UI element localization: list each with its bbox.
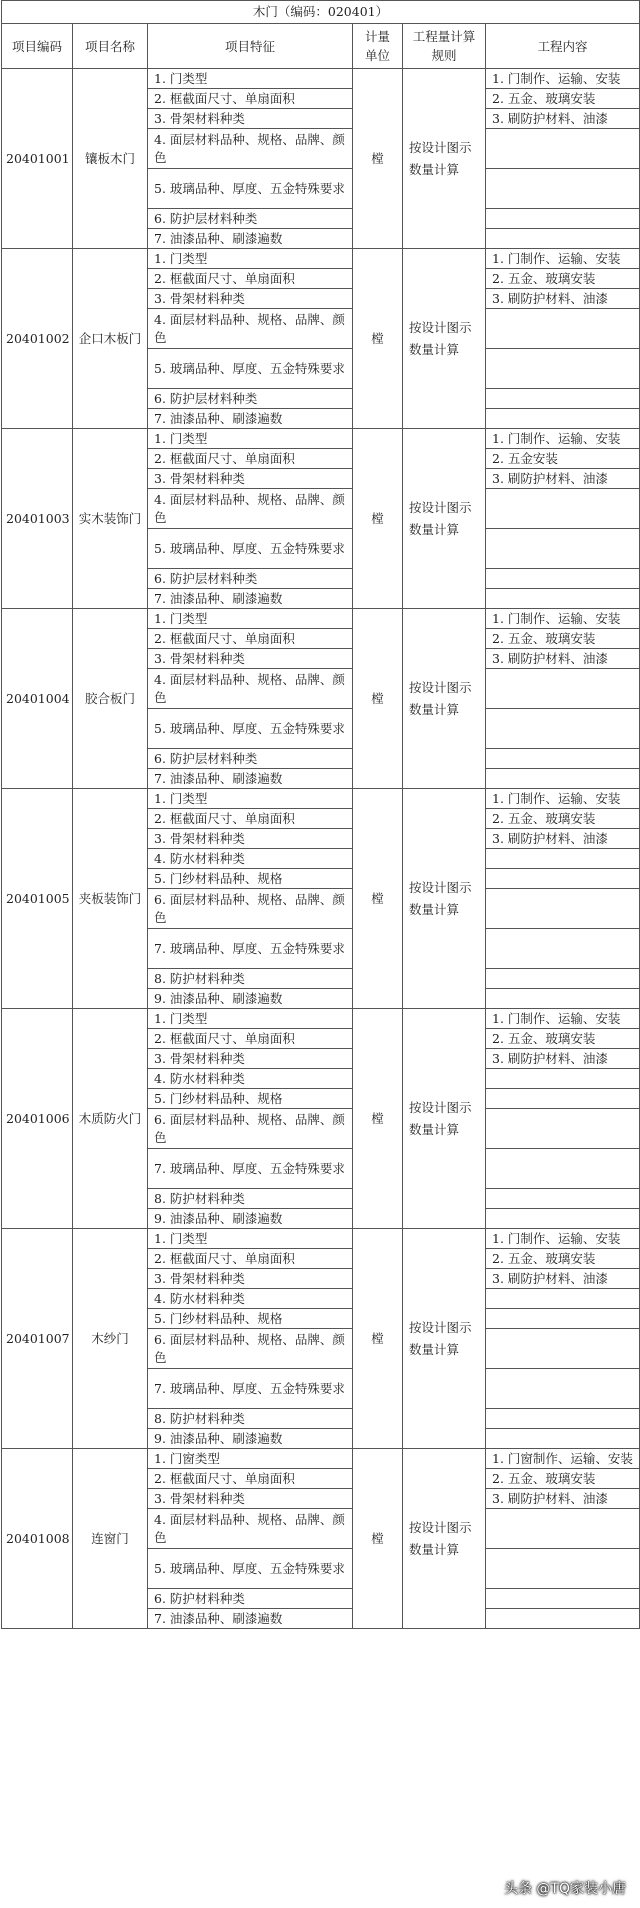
feature-item: 1. 门窗类型 — [148, 1449, 353, 1469]
work-item — [486, 1609, 640, 1629]
work-item: 3. 刷防护材料、油漆 — [486, 1269, 640, 1289]
feature-item: 2. 框截面尺寸、单扇面积 — [148, 449, 353, 469]
item-code: 20401006 — [2, 1009, 73, 1229]
feature-item: 1. 门类型 — [148, 609, 353, 629]
header-unit: 计量单位 — [353, 24, 403, 69]
work-item — [486, 1429, 640, 1449]
feature-item: 7. 油漆品种、刷漆遍数 — [148, 769, 353, 789]
feature-item: 3. 骨架材料种类 — [148, 829, 353, 849]
calc-rule: 按设计图示数量计算 — [403, 429, 486, 609]
calc-rule: 按设计图示数量计算 — [403, 69, 486, 249]
work-item: 1. 门制作、运输、安装 — [486, 1009, 640, 1029]
work-item: 2. 五金、玻璃安装 — [486, 1469, 640, 1489]
header-name: 项目名称 — [73, 24, 148, 69]
item-code: 20401008 — [2, 1449, 73, 1629]
calc-rule: 按设计图示数量计算 — [403, 249, 486, 429]
work-item: 1. 门制作、运输、安装 — [486, 249, 640, 269]
feature-item: 4. 防水材料种类 — [148, 1289, 353, 1309]
work-item: 3. 刷防护材料、油漆 — [486, 109, 640, 129]
calc-rule: 按设计图示数量计算 — [403, 1449, 486, 1629]
feature-item: 3. 骨架材料种类 — [148, 109, 353, 129]
feature-item: 3. 骨架材料种类 — [148, 1269, 353, 1289]
feature-item: 5. 门纱材料品种、规格 — [148, 1309, 353, 1329]
item-name: 木纱门 — [73, 1229, 148, 1449]
feature-item: 5. 玻璃品种、厚度、五金特殊要求 — [148, 709, 353, 749]
feature-item: 2. 框截面尺寸、单扇面积 — [148, 269, 353, 289]
work-item — [486, 1109, 640, 1149]
work-item — [486, 1189, 640, 1209]
feature-item: 2. 框截面尺寸、单扇面积 — [148, 809, 353, 829]
table-title-row — [2, 1, 640, 24]
feature-item: 2. 框截面尺寸、单扇面积 — [148, 629, 353, 649]
unit: 樘 — [353, 1229, 403, 1449]
unit: 樘 — [353, 609, 403, 789]
feature-item: 1. 门类型 — [148, 429, 353, 449]
feature-item: 7. 油漆品种、刷漆遍数 — [148, 589, 353, 609]
work-item: 3. 刷防护材料、油漆 — [486, 1489, 640, 1509]
feature-item: 4. 面层材料品种、规格、品牌、颜色 — [148, 1509, 353, 1549]
table-row — [2, 609, 640, 629]
work-item: 2. 五金、玻璃安装 — [486, 269, 640, 289]
work-item: 1. 门制作、运输、安装 — [486, 1229, 640, 1249]
item-name: 木质防火门 — [73, 1009, 148, 1229]
feature-item: 4. 面层材料品种、规格、品牌、颜色 — [148, 309, 353, 349]
feature-item: 9. 油漆品种、刷漆遍数 — [148, 1429, 353, 1449]
work-item — [486, 209, 640, 229]
work-item — [486, 489, 640, 529]
item-code: 20401002 — [2, 249, 73, 429]
work-item: 3. 刷防护材料、油漆 — [486, 829, 640, 849]
work-item: 3. 刷防护材料、油漆 — [486, 1049, 640, 1069]
table-row — [2, 69, 640, 89]
work-item — [486, 1409, 640, 1429]
work-item — [486, 1549, 640, 1589]
work-item — [486, 1289, 640, 1309]
item-code: 20401003 — [2, 429, 73, 609]
work-item — [486, 669, 640, 709]
feature-item: 4. 面层材料品种、规格、品牌、颜色 — [148, 489, 353, 529]
feature-item: 3. 骨架材料种类 — [148, 289, 353, 309]
work-item — [486, 129, 640, 169]
item-code: 20401001 — [2, 69, 73, 249]
item-name: 胶合板门 — [73, 609, 148, 789]
feature-item: 5. 门纱材料品种、规格 — [148, 869, 353, 889]
unit: 樘 — [353, 1449, 403, 1629]
feature-item: 2. 框截面尺寸、单扇面积 — [148, 89, 353, 109]
feature-item: 5. 玻璃品种、厚度、五金特殊要求 — [148, 169, 353, 209]
work-item: 3. 刷防护材料、油漆 — [486, 649, 640, 669]
watermark: 头条 @TQ家装小唐 — [503, 1881, 626, 1897]
table-row — [2, 1449, 640, 1469]
work-item — [486, 849, 640, 869]
work-item — [486, 1149, 640, 1189]
feature-item: 5. 玻璃品种、厚度、五金特殊要求 — [148, 529, 353, 569]
work-item: 1. 门制作、运输、安装 — [486, 789, 640, 809]
work-item — [486, 1309, 640, 1329]
feature-item: 3. 骨架材料种类 — [148, 469, 353, 489]
feature-item: 3. 骨架材料种类 — [148, 1489, 353, 1509]
feature-item: 6. 面层材料品种、规格、品牌、颜色 — [148, 889, 353, 929]
feature-item: 5. 门纱材料品种、规格 — [148, 1089, 353, 1109]
feature-item: 6. 面层材料品种、规格、品牌、颜色 — [148, 1109, 353, 1149]
work-item — [486, 969, 640, 989]
feature-item: 7. 油漆品种、刷漆遍数 — [148, 1609, 353, 1629]
item-code: 20401005 — [2, 789, 73, 1009]
work-item — [486, 309, 640, 349]
feature-item: 1. 门类型 — [148, 1009, 353, 1029]
work-item — [486, 889, 640, 929]
feature-item: 1. 门类型 — [148, 69, 353, 89]
calc-rule: 按设计图示数量计算 — [403, 1229, 486, 1449]
header-work: 工程内容 — [486, 24, 640, 69]
work-item: 3. 刷防护材料、油漆 — [486, 469, 640, 489]
work-item — [486, 229, 640, 249]
feature-item: 6. 防护层材料种类 — [148, 749, 353, 769]
item-name: 企口木板门 — [73, 249, 148, 429]
feature-item: 7. 玻璃品种、厚度、五金特殊要求 — [148, 929, 353, 969]
work-item — [486, 749, 640, 769]
wooden-door-spec-table — [1, 0, 640, 1629]
feature-item: 1. 门类型 — [148, 249, 353, 269]
table-title: 木门（编码：020401） — [2, 1, 640, 24]
work-item — [486, 529, 640, 569]
work-item — [486, 409, 640, 429]
work-item — [486, 709, 640, 749]
feature-item: 5. 玻璃品种、厚度、五金特殊要求 — [148, 1549, 353, 1589]
header-code: 项目编码 — [2, 24, 73, 69]
work-item: 2. 五金、玻璃安装 — [486, 1249, 640, 1269]
work-item — [486, 349, 640, 389]
unit: 樘 — [353, 429, 403, 609]
feature-item: 8. 防护材料种类 — [148, 1189, 353, 1209]
work-item — [486, 1209, 640, 1229]
feature-item: 9. 油漆品种、刷漆遍数 — [148, 989, 353, 1009]
feature-item: 7. 玻璃品种、厚度、五金特殊要求 — [148, 1369, 353, 1409]
work-item: 1. 门制作、运输、安装 — [486, 429, 640, 449]
feature-item: 4. 防水材料种类 — [148, 849, 353, 869]
item-name: 连窗门 — [73, 1449, 148, 1629]
work-item — [486, 1369, 640, 1409]
feature-item: 2. 框截面尺寸、单扇面积 — [148, 1029, 353, 1049]
table-row — [2, 1009, 640, 1029]
work-item: 1. 门制作、运输、安装 — [486, 69, 640, 89]
feature-item: 8. 防护材料种类 — [148, 1409, 353, 1429]
feature-item: 4. 面层材料品种、规格、品牌、颜色 — [148, 129, 353, 169]
work-item: 2. 五金、玻璃安装 — [486, 89, 640, 109]
work-item: 2. 五金安装 — [486, 449, 640, 469]
unit: 樘 — [353, 789, 403, 1009]
feature-item: 7. 玻璃品种、厚度、五金特殊要求 — [148, 1149, 353, 1189]
work-item — [486, 1069, 640, 1089]
feature-item: 6. 防护层材料种类 — [148, 209, 353, 229]
header-rule: 工程量计算规则 — [403, 24, 486, 69]
feature-item: 7. 油漆品种、刷漆遍数 — [148, 409, 353, 429]
work-item — [486, 769, 640, 789]
feature-item: 3. 骨架材料种类 — [148, 649, 353, 669]
feature-item: 9. 油漆品种、刷漆遍数 — [148, 1209, 353, 1229]
item-name: 镶板木门 — [73, 69, 148, 249]
work-item: 3. 刷防护材料、油漆 — [486, 289, 640, 309]
work-item: 2. 五金、玻璃安装 — [486, 809, 640, 829]
work-item: 1. 门制作、运输、安装 — [486, 609, 640, 629]
work-item — [486, 929, 640, 969]
feature-item: 2. 框截面尺寸、单扇面积 — [148, 1469, 353, 1489]
work-item: 2. 五金、玻璃安装 — [486, 629, 640, 649]
unit: 樘 — [353, 249, 403, 429]
work-item — [486, 1329, 640, 1369]
table-row — [2, 429, 640, 449]
work-item: 2. 五金、玻璃安装 — [486, 1029, 640, 1049]
feature-item: 2. 框截面尺寸、单扇面积 — [148, 1249, 353, 1269]
table-row — [2, 249, 640, 269]
table-row — [2, 1229, 640, 1249]
work-item — [486, 569, 640, 589]
work-item — [486, 389, 640, 409]
table-header-row — [2, 24, 640, 69]
header-features: 项目特征 — [148, 24, 353, 69]
feature-item: 1. 门类型 — [148, 1229, 353, 1249]
item-name: 夹板装饰门 — [73, 789, 148, 1009]
work-item — [486, 169, 640, 209]
feature-item: 1. 门类型 — [148, 789, 353, 809]
work-item — [486, 1509, 640, 1549]
work-item: 1. 门窗制作、运输、安装 — [486, 1449, 640, 1469]
work-item — [486, 1589, 640, 1609]
table-row — [2, 789, 640, 809]
work-item — [486, 1089, 640, 1109]
calc-rule: 按设计图示数量计算 — [403, 789, 486, 1009]
feature-item: 6. 防护层材料种类 — [148, 389, 353, 409]
feature-item: 8. 防护材料种类 — [148, 969, 353, 989]
feature-item: 6. 防护层材料种类 — [148, 569, 353, 589]
calc-rule: 按设计图示数量计算 — [403, 609, 486, 789]
feature-item: 3. 骨架材料种类 — [148, 1049, 353, 1069]
feature-item: 4. 防水材料种类 — [148, 1069, 353, 1089]
feature-item: 6. 面层材料品种、规格、品牌、颜色 — [148, 1329, 353, 1369]
item-code: 20401007 — [2, 1229, 73, 1449]
work-item — [486, 589, 640, 609]
unit: 樘 — [353, 1009, 403, 1229]
feature-item: 6. 防护材料种类 — [148, 1589, 353, 1609]
unit: 樘 — [353, 69, 403, 249]
feature-item: 5. 玻璃品种、厚度、五金特殊要求 — [148, 349, 353, 389]
item-name: 实木装饰门 — [73, 429, 148, 609]
feature-item: 7. 油漆品种、刷漆遍数 — [148, 229, 353, 249]
calc-rule: 按设计图示数量计算 — [403, 1009, 486, 1229]
work-item — [486, 989, 640, 1009]
feature-item: 4. 面层材料品种、规格、品牌、颜色 — [148, 669, 353, 709]
item-code: 20401004 — [2, 609, 73, 789]
work-item — [486, 869, 640, 889]
